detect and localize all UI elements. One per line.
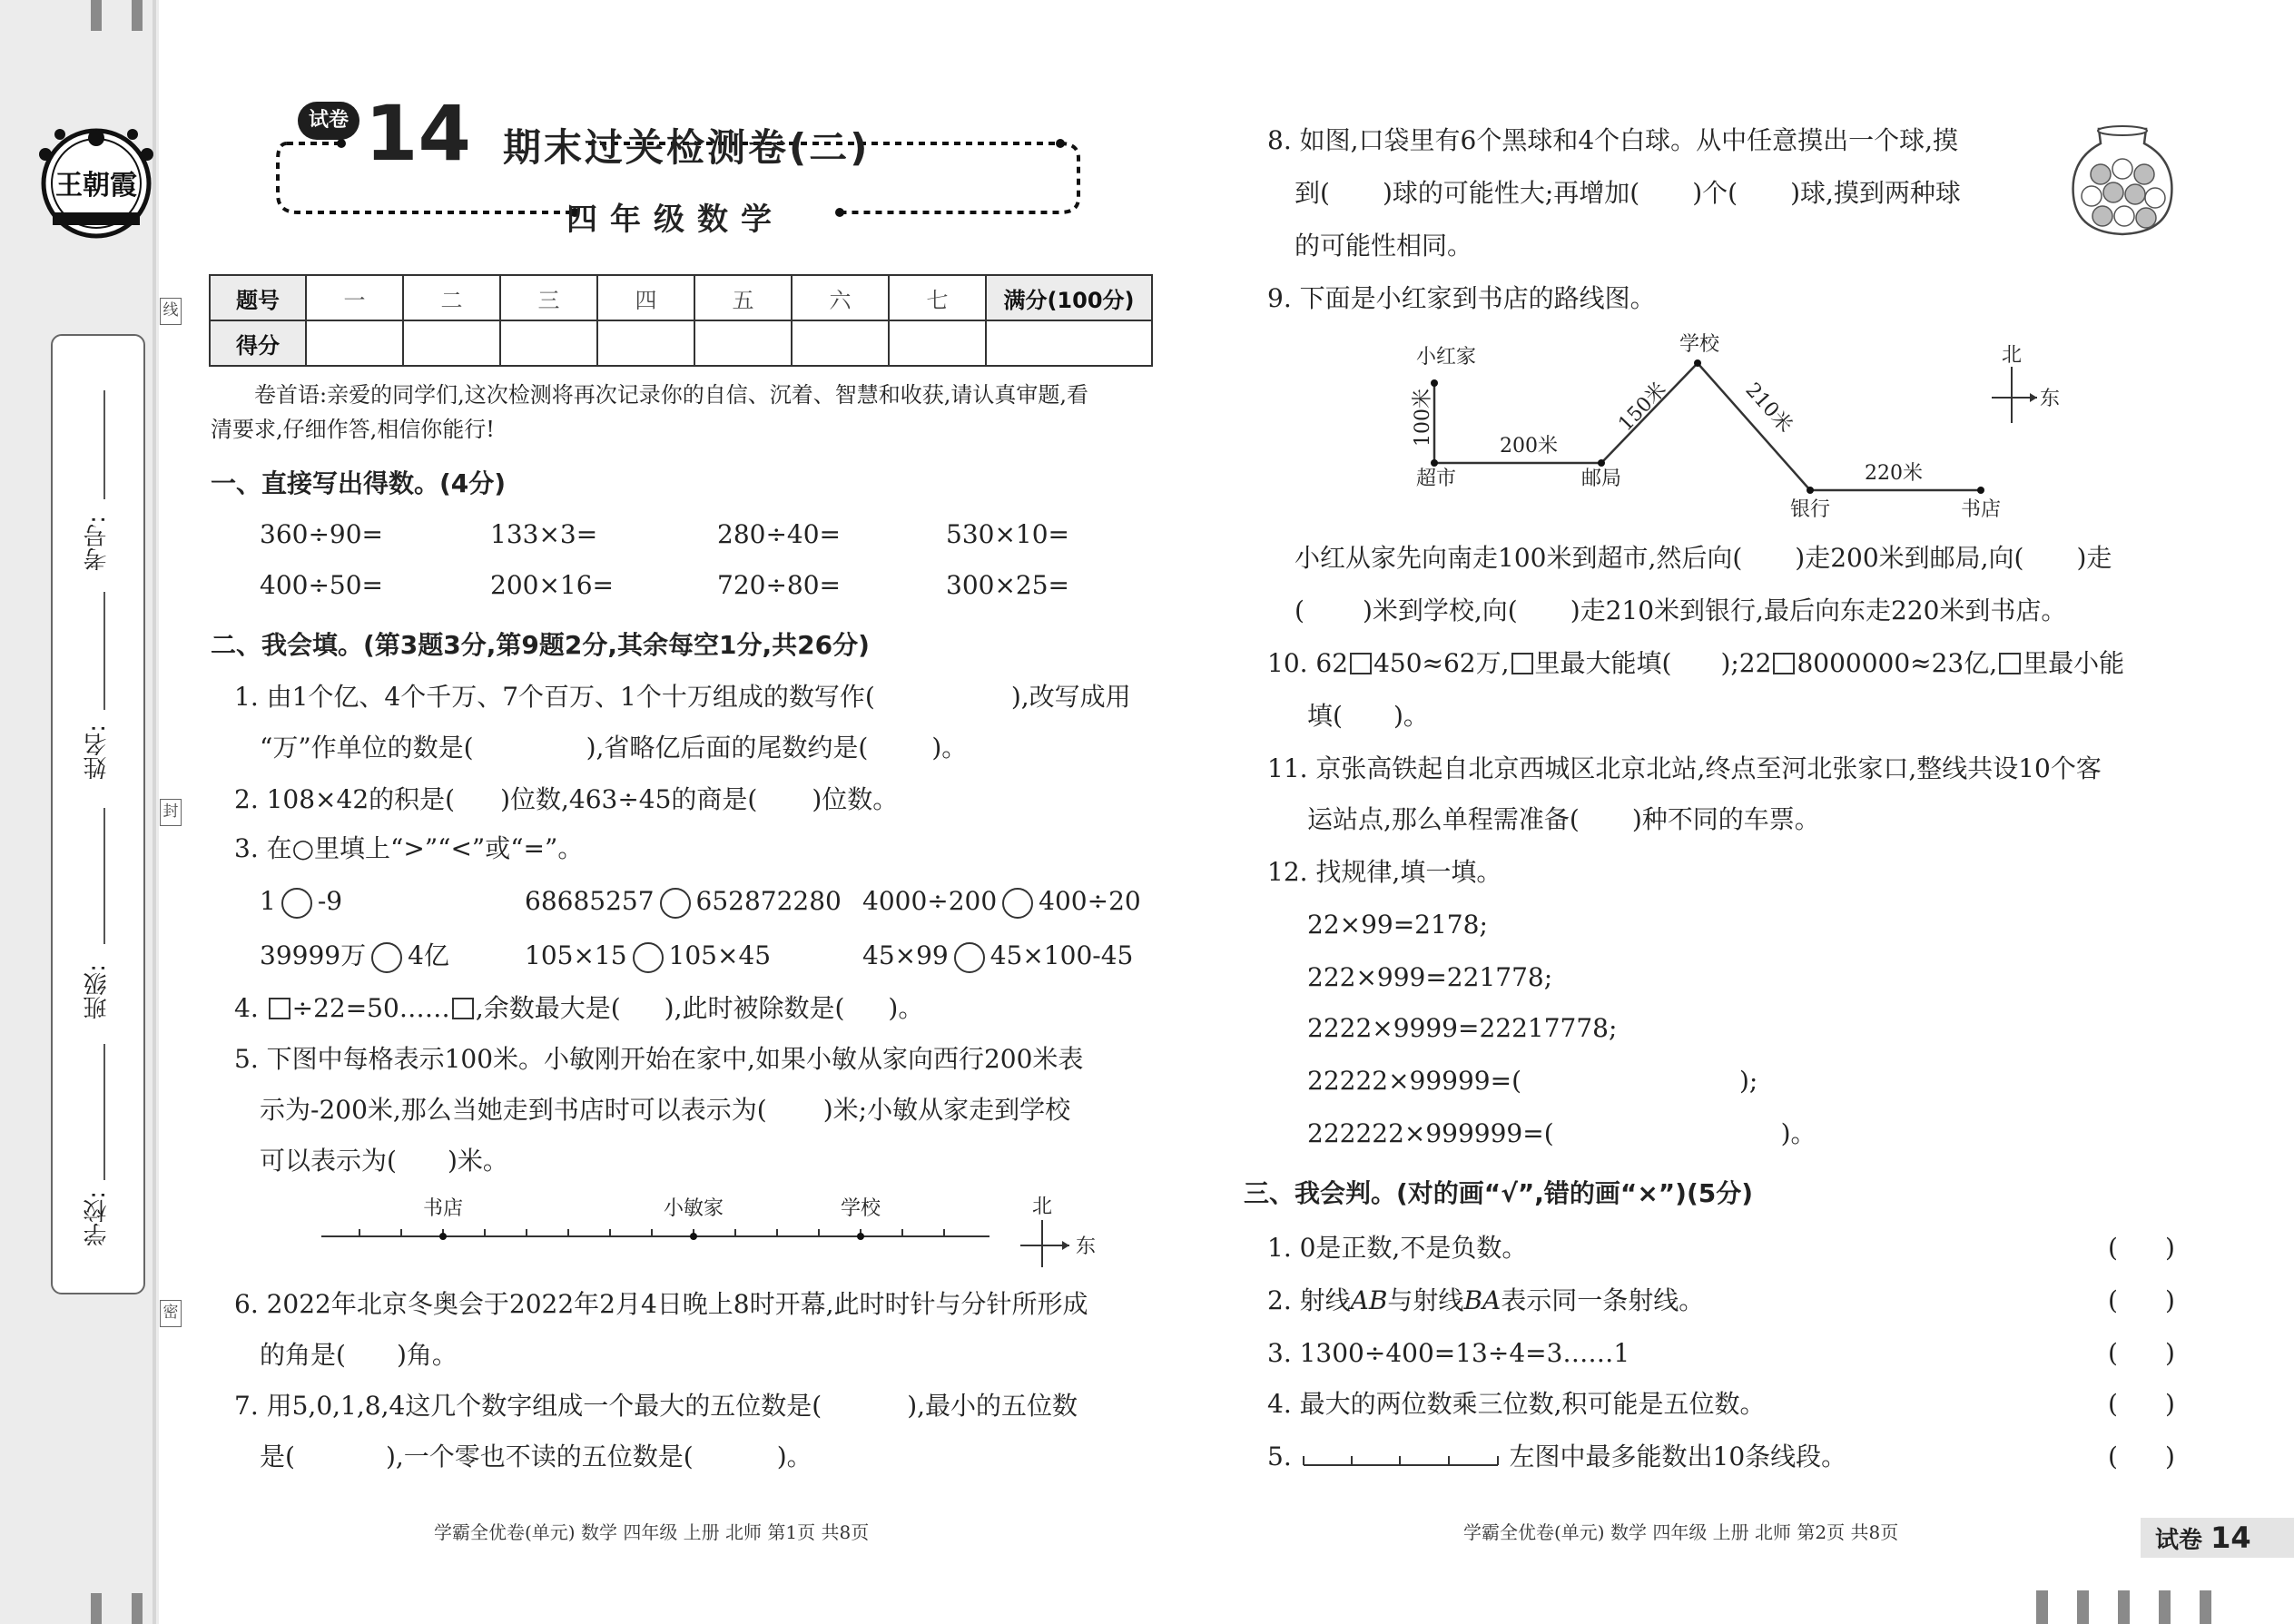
q-text: )个( xyxy=(1692,178,1738,208)
q-text: 22222×99999=( xyxy=(1307,1066,1521,1096)
label-north: 北 xyxy=(1031,1196,1053,1218)
student-info-box xyxy=(51,334,145,1294)
compare-circle[interactable] xyxy=(371,942,402,973)
score-input-cell[interactable] xyxy=(500,320,597,366)
label-shop: 书店 xyxy=(422,1197,464,1220)
class-label: 班级: xyxy=(84,964,111,1019)
score-table-cell: 四 xyxy=(597,275,694,320)
q-text: 4000÷200 xyxy=(862,886,998,916)
question-6-line: 6. 2022年北京冬奥会于2022年2月4日晚上8时开幕,此时时针与分针所形成 xyxy=(234,1289,1088,1319)
q-text: 小红从家先向南走100米到超市,然后向( xyxy=(1295,543,1743,573)
pattern-line xyxy=(1307,1066,1757,1097)
q-text: )。 xyxy=(931,733,968,763)
q-text: )走 xyxy=(2076,543,2112,573)
q-text: 222222×999999=( xyxy=(1307,1118,1554,1148)
judge-answer-box[interactable] xyxy=(2108,1442,2175,1472)
q-text: ),此时被除数是( xyxy=(664,993,845,1023)
q-text: )。 xyxy=(888,993,924,1023)
q-text: 1. 由1个亿、4个千万、7个百万、1个十万组成的数写作( xyxy=(234,682,875,712)
calc-item: 133×3= xyxy=(490,519,598,549)
segment-figure xyxy=(1300,1443,1501,1471)
compare-circle[interactable] xyxy=(660,888,691,919)
compare-circle[interactable] xyxy=(1002,888,1033,919)
pattern-line xyxy=(1307,1118,1816,1149)
calc-item: 720÷80= xyxy=(717,570,841,600)
q-text: 里最大能填( xyxy=(1534,648,1672,678)
map-school: 学校 xyxy=(1679,333,1720,356)
judge-paren: ( xyxy=(2108,1233,2118,1263)
logo-text: 王朝霞 xyxy=(55,170,137,202)
score-input-cell[interactable] xyxy=(597,320,694,366)
map-post: 邮局 xyxy=(1580,468,1622,490)
compare-item xyxy=(260,940,449,973)
question-9-stem: 9. 下面是小红家到书店的路线图。 xyxy=(1267,283,1656,313)
compare-item xyxy=(525,940,771,973)
judge-answer-box[interactable] xyxy=(2108,1285,2175,1316)
q-text: -9 xyxy=(317,886,343,916)
map-dist-150: 150米 xyxy=(1614,378,1671,437)
question-9-line xyxy=(1295,595,2066,626)
q-text: ( xyxy=(1295,595,1305,625)
q-text: 表示同一条射线。 xyxy=(1501,1285,1705,1315)
compare-circle[interactable] xyxy=(954,942,985,973)
question-4-line xyxy=(234,993,923,1024)
score-table-cell: 五 xyxy=(694,275,792,320)
binding-tick xyxy=(2200,1590,2211,1624)
binding-tick xyxy=(2077,1590,2089,1624)
q-text: 与射线 xyxy=(1387,1285,1464,1315)
q-text: AB xyxy=(1350,1285,1388,1315)
route-map xyxy=(1407,329,2061,528)
map-dist-210: 210米 xyxy=(1740,379,1797,438)
score-table-cell: 一 xyxy=(306,275,403,320)
question-11-line xyxy=(1307,804,1820,835)
corner-paper-tag xyxy=(2141,1518,2294,1558)
blank-square-icon[interactable] xyxy=(1350,653,1372,674)
q-text: 2. 射线 xyxy=(1267,1285,1351,1315)
question-8-line: 的可能性相同。 xyxy=(1295,231,1473,261)
footer-right: 学霸全优卷(单元) 数学 四年级 上册 北师 第2页 共8页 xyxy=(1463,1521,1899,1543)
q-text: 示为-200米,那么当她走到书店时可以表示为( xyxy=(260,1095,767,1125)
calc-item: 280÷40= xyxy=(717,519,841,549)
binding-mark-seal: 封 xyxy=(160,799,182,826)
score-input-cell[interactable] xyxy=(306,320,403,366)
q-text: 45×100-45 xyxy=(989,940,1134,970)
question-8-line xyxy=(1295,178,1961,209)
compare-item xyxy=(525,886,842,919)
preface-line: 卷首语:亲爱的同学们,这次检测将再次记录你的自信、沉着、智慧和收获,请认真审题,看 xyxy=(254,382,1088,408)
blank-square-icon[interactable] xyxy=(269,998,290,1019)
question-9-line xyxy=(1295,543,2112,574)
judge-paren: ) xyxy=(2164,1285,2175,1315)
judge-question xyxy=(1267,1285,1704,1316)
score-table-header-row xyxy=(210,275,1152,320)
q-text: )走200米到邮局,向( xyxy=(1795,543,2024,573)
calc-item: 200×16= xyxy=(490,570,614,600)
question-5-line xyxy=(260,1146,508,1176)
q-text: 4亿 xyxy=(408,940,449,970)
compare-item xyxy=(260,886,342,919)
binding-tick xyxy=(132,1593,143,1624)
paper-number: 14 xyxy=(365,89,471,178)
binding-tick xyxy=(132,0,143,31)
pattern-line: 2222×9999=22217778; xyxy=(1307,1013,1618,1043)
q-text: 里最小能 xyxy=(2023,648,2125,678)
question-2-line xyxy=(234,784,898,815)
judge-answer-box[interactable] xyxy=(2108,1389,2175,1420)
judge-paren: ( xyxy=(2108,1338,2118,1368)
score-input-cell[interactable] xyxy=(889,320,986,366)
q-text: 左图中最多能数出10条线段。 xyxy=(1509,1442,1847,1471)
q-text: “万”作单位的数是( xyxy=(260,733,474,763)
q-text: 1 xyxy=(260,886,276,916)
judge-paren: ) xyxy=(2164,1389,2175,1419)
judge-paren: ) xyxy=(2164,1338,2175,1368)
ball-jar-icon xyxy=(2066,123,2179,240)
score-table-cell: 得分 xyxy=(210,320,306,366)
q-text: ),改写成用 xyxy=(1010,682,1131,712)
q-text: 39999万 xyxy=(260,940,367,970)
corner-tag-label: 试卷 xyxy=(2155,1527,2203,1554)
q-text: 652872280 xyxy=(695,886,842,916)
question-10-line xyxy=(1307,701,1429,732)
map-dist-220: 220米 xyxy=(1865,462,1923,485)
section-3-heading: 三、我会判。(对的画“√”,错的画“×”)(5分) xyxy=(1244,1178,1754,1208)
q-text: )米到学校,向( xyxy=(1362,595,1518,625)
map-market: 超市 xyxy=(1416,468,1457,490)
exam-no-field[interactable] xyxy=(103,390,105,499)
q-text: 7. 用5,0,1,8,4这几个数字组成一个最大的五位数是( xyxy=(234,1391,822,1421)
q-text: )球,摸到两种球 xyxy=(1790,178,1961,208)
compare-item xyxy=(862,886,1141,919)
q-text: 8000000≈23亿, xyxy=(1797,648,1998,678)
map-east: 东 xyxy=(2039,388,2061,410)
blank-square-icon xyxy=(1999,653,2021,674)
judge-paren: ( xyxy=(2108,1285,2118,1315)
q-text: ,余数最大是( xyxy=(475,993,621,1023)
name-label: 姓名: xyxy=(84,724,111,780)
score-table-cell: 七 xyxy=(889,275,986,320)
binding-tick xyxy=(2036,1590,2048,1624)
q-text: 2. 108×42的积是( xyxy=(234,784,456,814)
question-11-line: 11. 京张高铁起自北京西城区北京北站,终点至河北张家口,整线共设10个客 xyxy=(1267,753,2102,783)
paper-title: 期末过关检测卷(二) xyxy=(503,125,871,170)
score-table xyxy=(209,274,1153,367)
number-line xyxy=(321,1229,989,1240)
q-text: 4. xyxy=(234,993,267,1023)
label-home: 小敏家 xyxy=(663,1197,724,1220)
q-text: ÷22=50…… xyxy=(291,993,450,1023)
score-input-cell[interactable] xyxy=(403,320,500,366)
q-text: )位数,463÷45的商是( xyxy=(500,784,758,814)
compass-icon xyxy=(1020,1220,1069,1267)
q-text: )。 xyxy=(1393,701,1429,731)
question-1-line xyxy=(234,682,1131,713)
pattern-line: 22×99=2178; xyxy=(1307,910,1488,940)
q-text: )走210米到银行,最后向东走220米到书店。 xyxy=(1570,595,2067,625)
map-home: 小红家 xyxy=(1416,346,1477,369)
q-text: )角。 xyxy=(396,1340,458,1370)
corner-tag-number: 14 xyxy=(2210,1521,2251,1555)
score-table-cell: 二 xyxy=(403,275,500,320)
score-table-cell: 满分(100分) xyxy=(986,275,1152,320)
judge-paren: ) xyxy=(2164,1233,2175,1263)
brand-logo xyxy=(33,118,160,245)
paper-subtitle: 四年级数学 xyxy=(566,202,784,238)
q-text: 10. 62 xyxy=(1267,648,1349,678)
score-table-cell: 六 xyxy=(792,275,889,320)
calc-item: 530×10= xyxy=(946,519,1069,549)
q-text: 5. xyxy=(1267,1442,1292,1471)
judge-paren: ) xyxy=(2164,1442,2175,1471)
question-5-line xyxy=(260,1095,1070,1126)
q-text: 的角是( xyxy=(260,1340,346,1370)
class-field[interactable] xyxy=(103,808,105,944)
label-east: 东 xyxy=(1075,1235,1097,1258)
q-text: 填( xyxy=(1307,701,1343,731)
q-text: 到( xyxy=(1295,178,1330,208)
q-text: )。 xyxy=(776,1442,812,1471)
q-text: 运站点,那么单程需准备( xyxy=(1307,804,1580,834)
binding-mark-secret: 密 xyxy=(160,1300,182,1327)
q-text: );22 xyxy=(1720,648,1772,678)
map-bank: 银行 xyxy=(1789,498,1831,521)
question-7-line xyxy=(260,1442,812,1472)
judge-question xyxy=(1267,1442,1846,1472)
judge-answer-box[interactable] xyxy=(2108,1233,2175,1264)
q-text: 45×99 xyxy=(862,940,949,970)
calc-item: 400÷50= xyxy=(260,570,383,600)
q-text: 400÷20 xyxy=(1039,886,1141,916)
blank-square-icon[interactable] xyxy=(1773,653,1795,674)
q-text: 是( xyxy=(260,1442,295,1471)
question-7-line xyxy=(234,1391,1078,1422)
judge-paren: ( xyxy=(2108,1389,2118,1419)
q-text: 可以表示为( xyxy=(260,1146,397,1176)
q-text: ),最小的五位数 xyxy=(907,1391,1078,1421)
score-table-cell: 三 xyxy=(500,275,597,320)
question-5-line: 5. 下图中每格表示100米。小敏刚开始在家中,如果小敏从家向西行200米表 xyxy=(234,1044,1084,1074)
school-label: 学校: xyxy=(84,1191,111,1246)
question-6-line xyxy=(260,1340,458,1371)
q-text: 105×45 xyxy=(668,940,772,970)
section-2-heading: 二、我会填。(第3题3分,第9题2分,其余每空1分,共26分) xyxy=(211,630,870,660)
binding-tick xyxy=(2118,1590,2130,1624)
calc-item: 300×25= xyxy=(946,570,1069,600)
question-3-stem: 3. 在○里填上“>”“<”或“=”。 xyxy=(234,833,584,863)
map-north: 北 xyxy=(2001,344,2023,367)
paper-badge: 试卷 xyxy=(298,102,359,140)
q-text: 105×15 xyxy=(525,940,627,970)
q-text: )种不同的车票。 xyxy=(1631,804,1820,834)
exam-no-label: 考号: xyxy=(84,516,111,571)
question-10-line xyxy=(1267,648,2124,679)
q-text: ),一个零也不读的五位数是( xyxy=(385,1442,694,1471)
map-shop: 书店 xyxy=(1960,498,2002,521)
q-text: )米。 xyxy=(447,1146,508,1176)
calc-item: 360÷90= xyxy=(260,519,383,549)
footer-left: 学霸全优卷(单元) 数学 四年级 上册 北师 第1页 共8页 xyxy=(434,1521,870,1543)
name-field[interactable] xyxy=(103,592,105,710)
school-field[interactable] xyxy=(103,1044,105,1180)
q-text: BA xyxy=(1463,1285,1501,1315)
question-8-line: 8. 如图,口袋里有6个黑球和4个白球。从中任意摸出一个球,摸 xyxy=(1267,125,1959,155)
binding-mark-line: 线 xyxy=(160,298,182,325)
q-text: ); xyxy=(1739,1066,1758,1096)
map-dist-100: 100米 xyxy=(1412,389,1434,447)
q-text: 68685257 xyxy=(525,886,655,916)
compare-circle[interactable] xyxy=(633,942,664,973)
pattern-line: 222×999=221778; xyxy=(1307,962,1553,992)
label-school: 学校 xyxy=(840,1197,881,1220)
score-input-cell[interactable] xyxy=(792,320,889,366)
q-text: )。 xyxy=(1780,1118,1816,1148)
q-text: ),省略亿后面的尾数约是( xyxy=(586,733,869,763)
preface-line: 清要求,仔细作答,相信你能行! xyxy=(211,417,495,442)
binding-tick xyxy=(91,1593,102,1624)
score-table-score-row xyxy=(210,320,1152,366)
binding-tick xyxy=(91,0,102,31)
score-input-cell[interactable] xyxy=(986,320,1152,366)
binding-tick xyxy=(2159,1590,2171,1624)
compare-circle[interactable] xyxy=(281,888,312,919)
map-dist-200: 200米 xyxy=(1500,435,1558,458)
q-text: )米;小敏从家走到学校 xyxy=(822,1095,1071,1125)
number-line-figure xyxy=(318,1189,1098,1280)
blank-square-icon[interactable] xyxy=(452,998,474,1019)
question-12-stem: 12. 找规律,填一填。 xyxy=(1267,857,1502,887)
judge-paren: ( xyxy=(2108,1442,2118,1471)
q-text: )球的可能性大;再增加( xyxy=(1382,178,1640,208)
judge-answer-box[interactable] xyxy=(2108,1338,2175,1369)
section-1-heading: 一、直接写出得数。(4分) xyxy=(211,468,507,498)
blank-square-icon xyxy=(1511,653,1533,674)
compare-item xyxy=(862,940,1133,973)
score-table-cell: 题号 xyxy=(210,275,306,320)
compass-icon xyxy=(1992,367,2037,423)
judge-question: 3. 1300÷400=13÷4=3……1 xyxy=(1267,1338,1630,1368)
question-1-line xyxy=(260,733,967,763)
judge-question: 1. 0是正数,不是负数。 xyxy=(1267,1233,1528,1263)
score-input-cell[interactable] xyxy=(694,320,792,366)
q-text: )位数。 xyxy=(812,784,899,814)
q-text: 450≈62万, xyxy=(1373,648,1510,678)
judge-question: 4. 最大的两位数乘三位数,积可能是五位数。 xyxy=(1267,1389,1766,1419)
